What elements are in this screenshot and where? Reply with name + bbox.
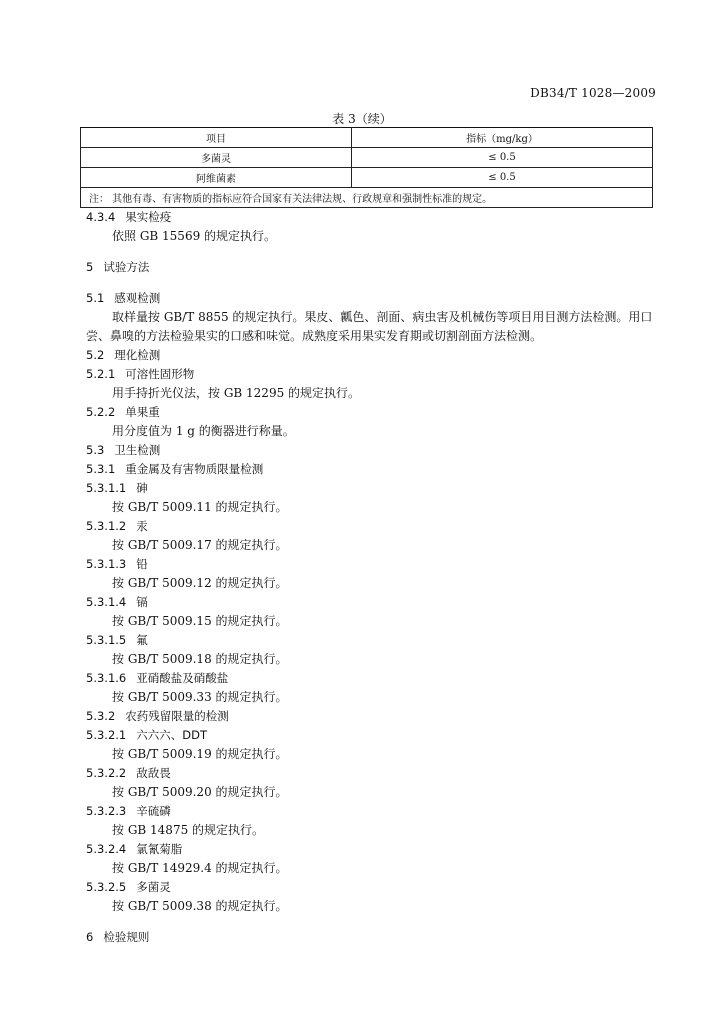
document-code: DB34/T 1028—2009 [530,86,656,100]
section-number: 5 [86,260,94,274]
section-heading [86,441,666,460]
section-number: 4.3.4 [86,210,116,224]
section-number: 6 [86,930,94,944]
section-title: 辛硫磷 [136,804,171,818]
section-heading [86,403,666,422]
section-heading [86,707,666,726]
section-number: 5.2 [86,348,105,362]
section-text: 按 GB/T 5009.12 的规定执行。 [112,576,288,590]
section-title: 砷 [136,481,148,495]
section-number: 5.3 [86,443,105,457]
table-row [81,168,653,188]
section-title: 敌敌畏 [136,766,171,780]
section-number: 5.3.2.5 [86,880,127,894]
table-cell-item: 阿维菌素 [81,168,352,188]
section-title: 理化检测 [114,348,161,362]
section-number: 5.3.1.6 [86,671,127,685]
section-title: 感观检测 [114,291,161,305]
section-number: 5.3.1.5 [86,633,127,647]
section-title: 氟 [136,633,148,647]
section-heading [86,460,666,479]
section-text: 按 GB/T 5009.33 的规定执行。 [112,690,288,704]
column-header-item: 项目 [81,128,352,148]
table-cell-limit: ≤ 0.5 [352,148,653,168]
section-text: 按 GB/T 5009.17 的规定执行。 [112,538,288,552]
section-text: 按 GB/T 14929.4 的规定执行。 [112,861,288,875]
chapter-heading [86,258,666,277]
table-caption: 表 3（续） [332,112,392,126]
section-text: 按 GB/T 5009.11 的规定执行。 [112,500,288,514]
section-heading [86,669,666,688]
limits-table [80,127,653,208]
section-text: 按 GB/T 5009.20 的规定执行。 [112,785,288,799]
section-title: 单果重 [125,405,160,419]
section-text: 依照 GB 15569 的规定执行。 [112,229,277,243]
section-title: 汞 [136,519,148,533]
section-heading [86,593,666,612]
section-title: 卫生检测 [114,443,161,457]
section-heading [86,878,666,897]
section-title: 果实检疫 [125,210,172,224]
section-heading [86,764,666,783]
section-number: 5.3.2.4 [86,842,127,856]
table-header-row [81,128,653,148]
section-heading [86,631,666,650]
column-header-limit: 指标（mg/kg） [352,128,653,148]
section-heading [86,840,666,859]
section-number: 5.3.2 [86,709,116,723]
section-title: 氯氰菊脂 [136,842,183,856]
section-text: 用分度值为 1 g 的衡器进行称量。 [112,424,295,438]
section-number: 5.3.1.4 [86,595,127,609]
table-row [81,148,653,168]
section-text: 取样量按 GB/T 8855 的规定执行。果皮、瓤色、剖面、病虫害及机械伤等项目用目测方法检测。用口尝、鼻嗅的方法检验果实的口感和味觉。成熟度采用果实发育期或切割剖面方法检测。 [86,310,653,343]
section-title: 可溶性固形物 [125,367,195,381]
section-heading [86,517,666,536]
section-number: 5.3.2.2 [86,766,127,780]
table-note: 注： 其他有毒、有害物质的指标应符合国家有关法律法规、行政规章和强制性标准的规定。 [81,188,653,208]
section-heading [86,726,666,745]
section-heading [86,555,666,574]
section-title: 亚硝酸盐及硝酸盐 [136,671,229,685]
chapter-heading [86,928,666,947]
section-heading [86,289,666,308]
section-title: 检验规则 [103,930,150,944]
section-title: 农药残留限量的检测 [125,709,229,723]
section-title: 铅 [136,557,148,571]
section-title: 重金属及有害物质限量检测 [125,462,264,476]
table-cell-item: 多菌灵 [81,148,352,168]
section-number: 5.2.2 [86,405,116,419]
section-heading [86,365,666,384]
section-number: 5.2.1 [86,367,116,381]
section-heading [86,208,666,227]
table-note-row [81,188,653,208]
section-heading [86,802,666,821]
section-heading [86,479,666,498]
section-number: 5.3.2.1 [86,728,127,742]
section-heading [86,346,666,365]
section-title: 多菌灵 [136,880,171,894]
section-text: 按 GB/T 5009.38 的规定执行。 [112,899,288,913]
section-number: 5.1 [86,291,105,305]
document-body [86,208,666,947]
section-text: 按 GB/T 5009.18 的规定执行。 [112,652,288,666]
section-title: 镉 [136,595,148,609]
section-number: 5.3.1.3 [86,557,127,571]
section-number: 5.3.1.2 [86,519,127,533]
section-text: 按 GB/T 5009.19 的规定执行。 [112,747,288,761]
section-title: 试验方法 [103,260,150,274]
section-title: 六六六、DDT [136,728,207,742]
table-cell-limit: ≤ 0.5 [352,168,653,188]
section-number: 5.3.2.3 [86,804,127,818]
section-text: 按 GB/T 5009.15 的规定执行。 [112,614,288,628]
section-number: 5.3.1.1 [86,481,127,495]
section-number: 5.3.1 [86,462,116,476]
section-text: 用手持折光仪法，按 GB 12295 的规定执行。 [112,386,361,400]
section-text: 按 GB 14875 的规定执行。 [112,823,265,837]
